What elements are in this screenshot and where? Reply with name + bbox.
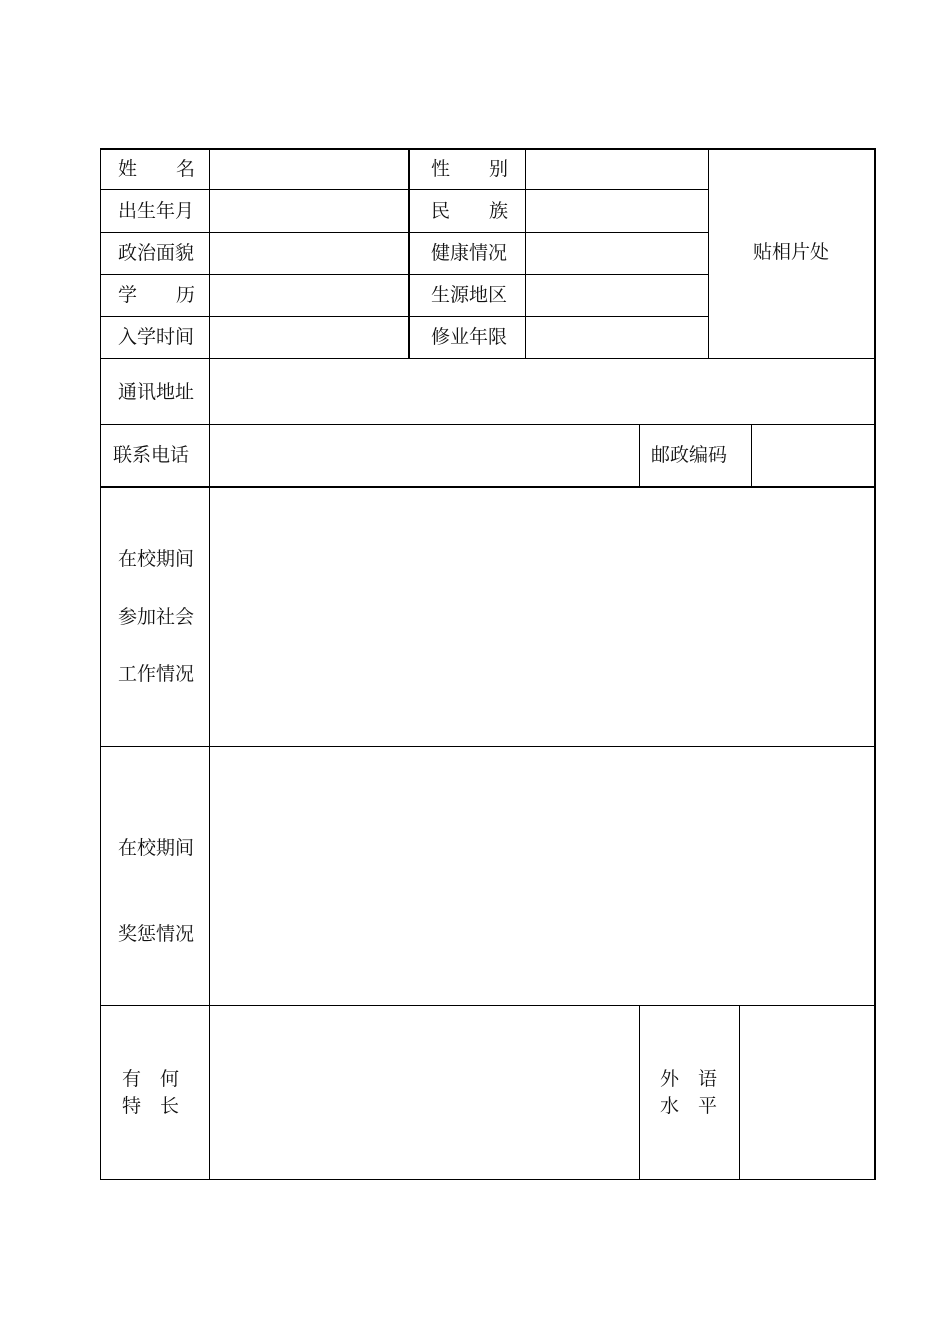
label-enroll: 入学时间 — [118, 326, 195, 348]
grid-line — [408, 148, 410, 359]
label-address: 通讯地址 — [118, 381, 195, 403]
grid-line — [708, 148, 709, 359]
political-field[interactable] — [212, 234, 406, 273]
label-phone: 联系电话 — [113, 444, 190, 466]
postcode-field[interactable] — [754, 426, 872, 485]
name-field[interactable] — [212, 151, 406, 188]
grid-line — [739, 1005, 740, 1180]
gender-field[interactable] — [528, 151, 706, 188]
label-years: 修业年限 — [431, 326, 508, 348]
grid-line — [639, 1005, 640, 1180]
birth-field[interactable] — [212, 191, 406, 231]
label-birth: 出生年月 — [118, 200, 195, 222]
label-ethnicity: 民 族 — [431, 200, 508, 222]
border-right — [874, 148, 876, 1180]
label-health: 健康情况 — [431, 242, 508, 264]
grid-line — [100, 358, 876, 359]
grid-line — [100, 232, 708, 233]
label-social-line-1: 在校期间 — [118, 548, 195, 570]
specialty-field[interactable] — [212, 1007, 637, 1178]
label-postcode: 邮政编码 — [651, 444, 728, 466]
language-field[interactable] — [742, 1007, 872, 1178]
grid-line — [100, 424, 876, 425]
grid-line — [100, 486, 876, 488]
label-origin: 生源地区 — [431, 284, 508, 306]
social-work-field[interactable] — [212, 489, 872, 745]
label-political: 政治面貌 — [118, 242, 195, 264]
grid-line — [525, 148, 526, 359]
label-awards-line-2: 奖惩情况 — [118, 923, 195, 945]
education-field[interactable] — [212, 276, 406, 315]
grid-line — [100, 274, 708, 275]
grid-line — [100, 1005, 876, 1006]
label-social-line-2: 参加社会 — [118, 606, 195, 628]
border-top — [100, 148, 876, 150]
grid-line — [100, 189, 708, 190]
grid-line — [751, 424, 752, 487]
grid-line — [639, 424, 640, 487]
label-social-line-3: 工作情况 — [118, 663, 195, 685]
ethnicity-field[interactable] — [528, 191, 706, 231]
awards-field[interactable] — [212, 748, 872, 1004]
label-specialty-line-1: 有 何 — [122, 1068, 179, 1090]
border-bottom — [100, 1179, 876, 1180]
years-field[interactable] — [528, 318, 706, 357]
label-gender: 性 别 — [431, 158, 508, 180]
label-language-line-2: 水 平 — [660, 1095, 717, 1117]
grid-line — [209, 148, 210, 1180]
health-field[interactable] — [528, 234, 706, 273]
label-language-line-1: 外 语 — [660, 1068, 717, 1090]
border-left — [100, 148, 101, 1180]
grid-line — [100, 746, 876, 747]
origin-field[interactable] — [528, 276, 706, 315]
label-education: 学 历 — [118, 284, 195, 306]
address-field[interactable] — [212, 360, 872, 423]
label-awards-line-1: 在校期间 — [118, 837, 195, 859]
phone-field[interactable] — [212, 426, 637, 485]
enroll-field[interactable] — [212, 318, 406, 357]
label-specialty-line-2: 特 长 — [122, 1095, 179, 1117]
grid-line — [100, 316, 708, 317]
photo-placeholder-label: 贴相片处 — [753, 241, 830, 263]
label-name: 姓 名 — [118, 158, 195, 180]
photo-area[interactable] — [711, 151, 872, 357]
